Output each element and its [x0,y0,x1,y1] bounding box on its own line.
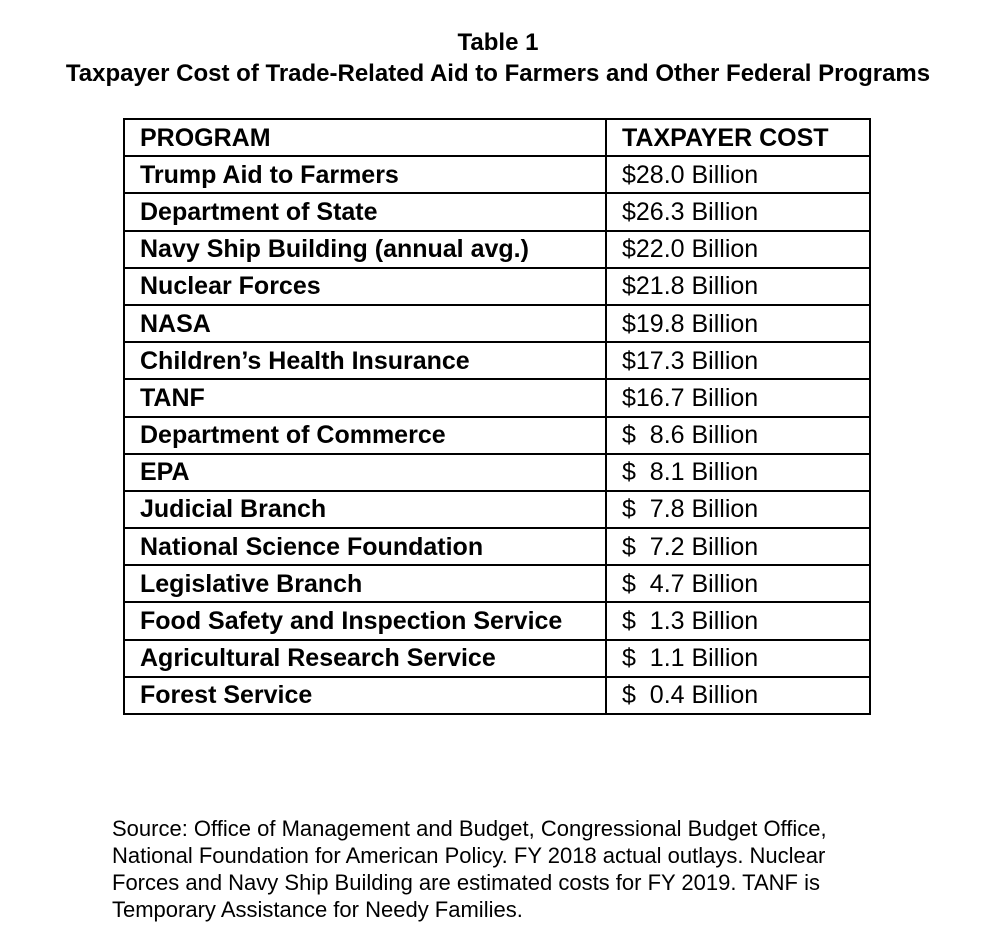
cost-cell: $ 7.8 Billion [606,491,870,528]
cost-cell: $28.0 Billion [606,156,870,193]
table-row [124,677,870,714]
table-row [124,454,870,491]
cost-cell: $21.8 Billion [606,268,870,305]
header-row [124,119,870,156]
program-cell: Judicial Branch [124,491,606,528]
program-cell: Legislative Branch [124,565,606,602]
cost-cell: $ 1.3 Billion [606,602,870,639]
table-row [124,565,870,602]
table-row [124,417,870,454]
cost-cell: $ 1.1 Billion [606,640,870,677]
program-cell: Food Safety and Inspection Service [124,602,606,639]
program-cell: Nuclear Forces [124,268,606,305]
program-cell: Department of State [124,193,606,230]
table-subtitle: Taxpayer Cost of Trade-Related Aid to Farmers and Other Federal Programs [65,60,931,87]
table-row [124,342,870,379]
program-cell: Children’s Health Insurance [124,342,606,379]
cost-table [123,118,871,715]
cost-cell: $ 8.1 Billion [606,454,870,491]
program-cell: Agricultural Research Service [124,640,606,677]
table-row [124,528,870,565]
table-header [124,119,870,156]
table-row [124,379,870,416]
program-cell: Forest Service [124,677,606,714]
source-note-line: Source: Office of Management and Budget, Congressional Budget Office, [112,816,827,841]
cost-column-header: TAXPAYER COST [606,119,870,156]
cost-cell: $ 0.4 Billion [606,677,870,714]
cost-cell: $16.7 Billion [606,379,870,416]
table-row [124,305,870,342]
table-body [124,156,870,714]
table-row [124,193,870,230]
cost-cell: $22.0 Billion [606,231,870,268]
cost-cell: $ 8.6 Billion [606,417,870,454]
program-cell: NASA [124,305,606,342]
cost-cell: $ 4.7 Billion [606,565,870,602]
table-row [124,231,870,268]
table-row [124,640,870,677]
table-title: Table 1 [457,29,539,56]
table-row [124,156,870,193]
cost-cell: $17.3 Billion [606,342,870,379]
source-note-line: Forces and Navy Ship Building are estimated costs for FY 2019. TANF is [112,870,820,895]
table-row [124,602,870,639]
source-note-line: Temporary Assistance for Needy Families. [112,897,523,922]
program-cell: Navy Ship Building (annual avg.) [124,231,606,268]
source-note-line: National Foundation for American Policy. FY 2018 actual outlays. Nuclear [112,843,826,868]
program-column-header: PROGRAM [124,119,606,156]
table-row [124,491,870,528]
cost-cell: $ 7.2 Billion [606,528,870,565]
program-cell: EPA [124,454,606,491]
program-cell: Department of Commerce [124,417,606,454]
cost-cell: $19.8 Billion [606,305,870,342]
source-note [112,815,932,923]
program-cell: TANF [124,379,606,416]
cost-cell: $26.3 Billion [606,193,870,230]
table-row [124,268,870,305]
program-cell: National Science Foundation [124,528,606,565]
program-cell: Trump Aid to Farmers [124,156,606,193]
